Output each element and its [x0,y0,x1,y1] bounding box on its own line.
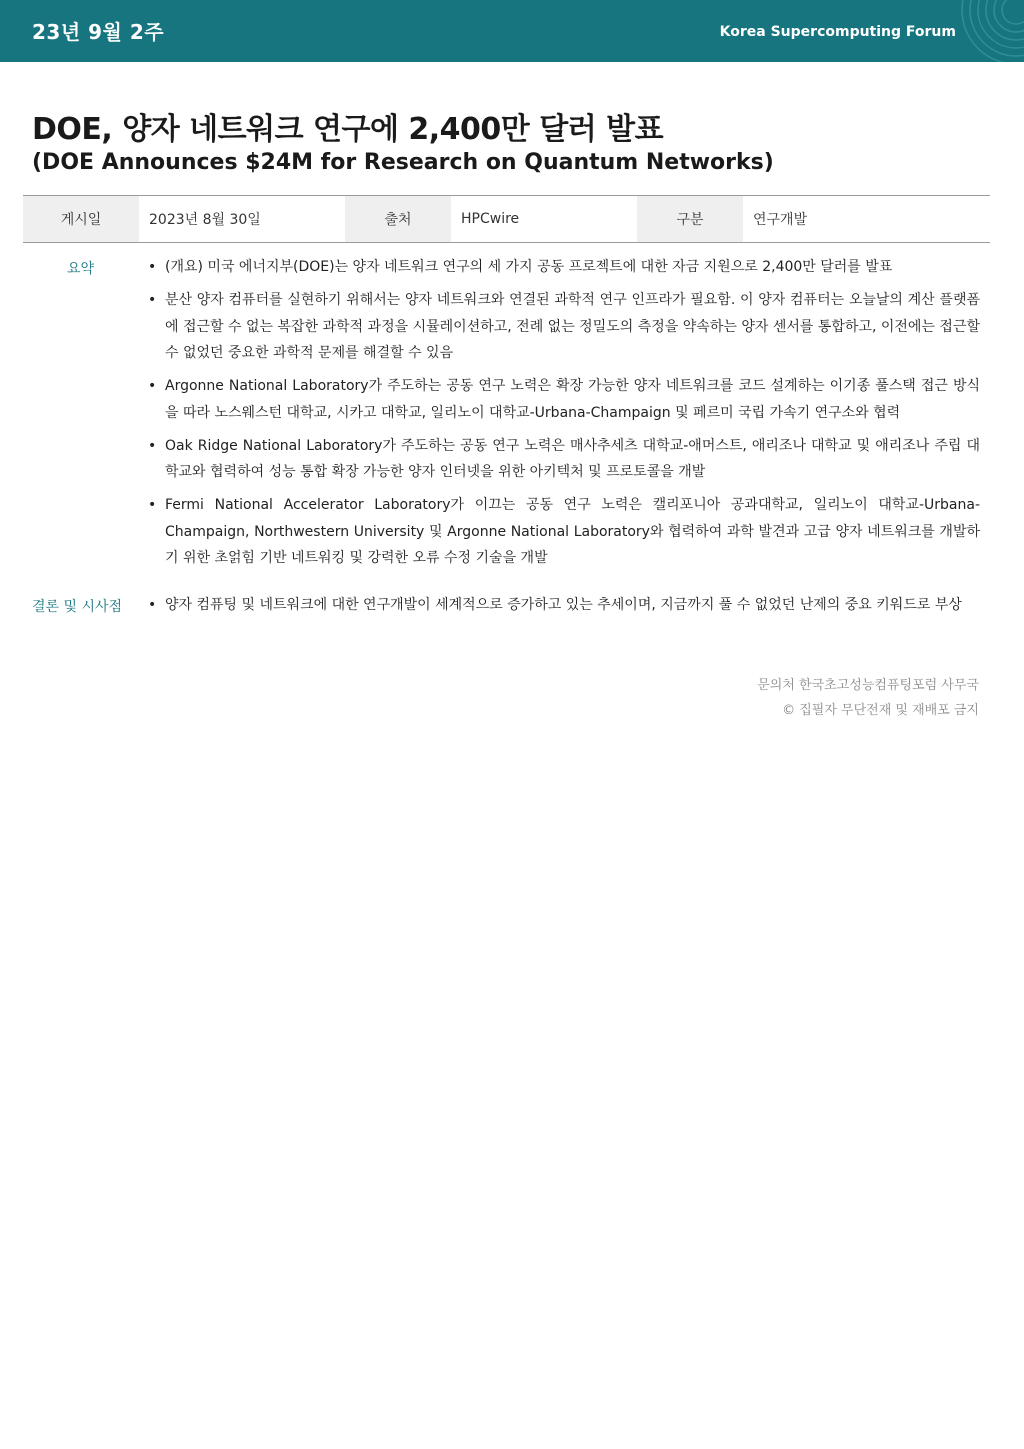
list-item [148,492,980,572]
summary-item-text: Argonne National Laboratory가 주도하는 공동 연구 노력은 확장 가능한 양자 네트워크를 코드 설계하는 이기종 풀스택 접근 방식을 따라 노스웨스턴 대학교, 시카고 대학교, 일리노이 대학교-Urbana-Champaign 및 페르미 국립 가속기 연구소와 협력 [165,378,980,421]
bullet-icon: • [148,259,157,275]
source-value: HPCwire [461,211,520,227]
list-item [148,254,980,281]
list-item [148,433,980,486]
issue-label: 23년 9월 2주 [32,20,165,44]
category-label: 구분 [637,196,743,242]
date-value: 2023년 8월 30일 [149,212,261,228]
conclusion-label: 결론 및 시사점 [32,599,123,615]
header-wave-decoration [904,0,1024,62]
list-item [148,287,980,367]
bullet-icon: • [148,292,157,308]
page-subtitle: (DOE Announces $24M for Research on Quantum Networks) [32,150,774,175]
summary-item-text: Oak Ridge National Laboratory가 주도하는 공동 연구 노력은 매사추세츠 대학교-애머스트, 애리조나 대학교 및 애리조나 주립 대학교와 협력하여 성능 통합 확장 가능한 양자 인터넷을 위한 아키텍처 및 프로토콜을 개발 [165,437,980,480]
summary-list [148,254,980,578]
forum-name: Korea Supercomputing Forum [719,24,956,40]
contact-text: 문의처 한국초고성능컴퓨팅포럼 사무국 [757,678,979,693]
list-item [148,373,980,426]
conclusion-list [148,592,980,625]
source-label: 출처 [345,196,451,242]
date-label: 게시일 [23,196,139,242]
bullet-icon: • [148,497,157,513]
summary-item-text: 분산 양자 컴퓨터를 실현하기 위해서는 양자 네트워크와 연결된 과학적 연구 인프라가 필요함. 이 양자 컴퓨터는 오늘날의 계산 플랫폼에 접근할 수 없는 복잡한 과학적 과정을 시뮬레이션하고, 전례 없는 정밀도의 측정을 약속하는 양자 센서를 통합하고, 이전에는 접근할 수 없었던 중요한 과학적 문제를 해결할 수 있음 [165,292,980,361]
summary-label: 요약 [67,261,95,277]
header-band [0,0,1024,62]
summary-item-text: (개요) 미국 에너지부(DOE)는 양자 네트워크 연구의 세 가지 공동 프로젝트에 대한 자금 지원으로 2,400만 달러를 발표 [165,259,893,275]
bullet-icon: • [148,597,157,613]
category-value: 연구개발 [753,212,808,228]
list-item [148,592,980,619]
summary-item-text: Fermi National Accelerator Laboratory가 이끄는 공동 연구 노력은 캘리포니아 공과대학교, 일리노이 대학교-Urbana-Champaign, Northwestern University 및 Argonne National Laboratory와 협력하여 과학 발견과 고급 양자 네트워크를 개발하기 위한 초얽힘 기반 네트워킹 및 강력한 오류 수정 기술을 개발 [165,497,980,566]
bullet-icon: • [148,378,157,394]
conclusion-item-text: 양자 컴퓨팅 및 네트워크에 대한 연구개발이 세계적으로 증가하고 있는 추세이며, 지금까지 풀 수 없었던 난제의 중요 키워드로 부상 [165,597,962,613]
footer-contact [757,673,979,723]
copyright-text: © 집필자 무단전재 및 재배포 금지 [782,703,979,718]
page-title: DOE, 양자 네트워크 연구에 2,400만 달러 발표 [32,112,664,147]
meta-table [23,195,990,243]
bullet-icon: • [148,437,157,454]
